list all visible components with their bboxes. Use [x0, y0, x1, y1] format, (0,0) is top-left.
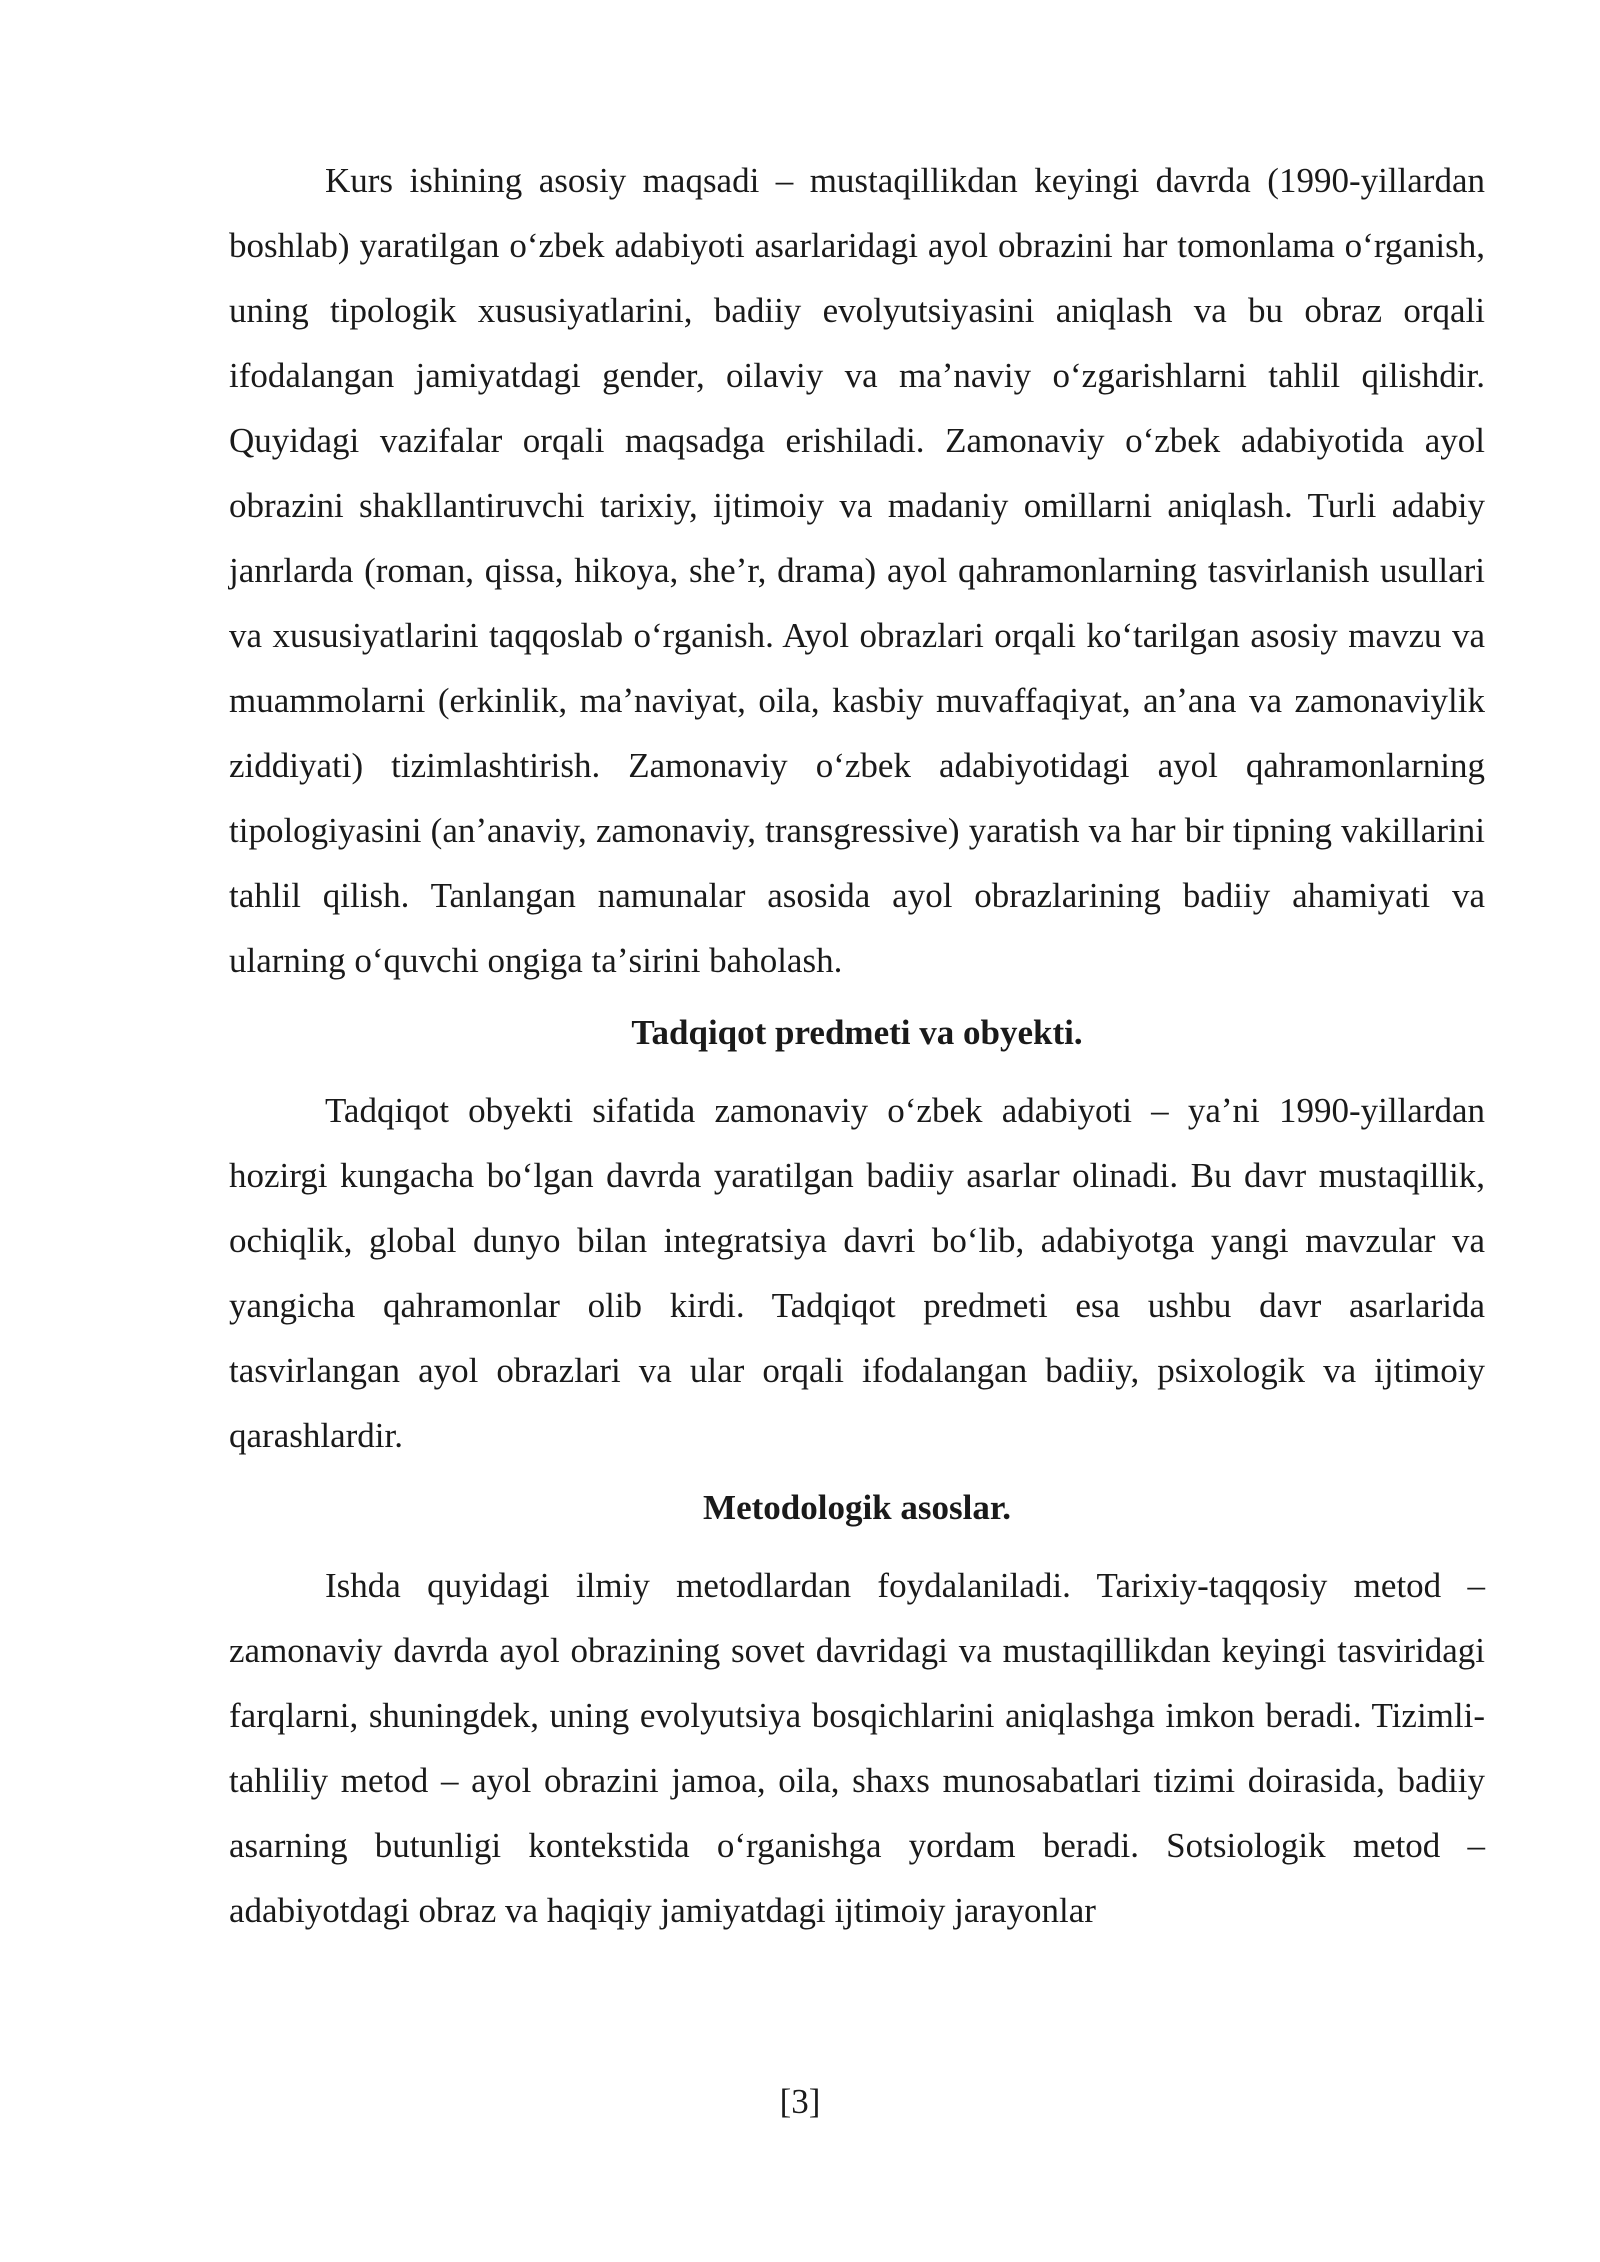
page-number: [3] [779, 2082, 821, 2121]
heading-methodology: Metodologik asoslar. [703, 1488, 1011, 1527]
paragraph-methods: Ishda quyidagi ilmiy metodlardan foydalaniladi. Tarixiy-taqqosiy metod – zamonaviy davrda ayol obrazining sovet davridagi va mustaqillikdan keyingi tasviridagi farqlarni, shuningdek, uning evolyutsiya bosqichlarini aniqlashga imkon beradi. Tizimli-tahliliy metod – ayol obrazini jamoa, oila, shaxs munosabatlari tizimi doirasida, badiiy asarning butunligi kontekstida oʻrganishga yordam beradi. Sotsiologik metod – adabiyotdagi obraz va haqiqiy jamiyatdagi ijtimoiy jarayonlar [229, 1566, 1485, 1930]
page-content [229, 148, 1485, 1943]
paragraph-course-goal: Kurs ishining asosiy maqsadi – mustaqillikdan keyingi davrda (1990-yillardan boshlab) yaratilgan oʻzbek adabiyoti asarlaridagi ayol obrazini har tomonlama oʻrganish, uning tipologik xususiyatlarini, badiiy evolyutsiyasini aniqlash va bu obraz orqali ifodalangan jamiyatdagi gender, oilaviy va maʼnaviy oʻzgarishlarni tahlil qilishdir. Quyidagi vazifalar orqali maqsadga erishiladi. Zamonaviy oʻzbek adabiyotida ayol obrazini shakllantiruvchi tarixiy, ijtimoiy va madaniy omillarni aniqlash. Turli adabiy janrlarda (roman, qissa, hikoya, sheʼr, drama) ayol qahramonlarning tasvirlanish usullari va xususiyatlarini taqqoslab oʻrganish. Ayol obrazlari orqali koʻtarilgan asosiy mavzu va muammolarni (erkinlik, maʼnaviyat, oila, kasbiy muvaffaqiyat, anʼana va zamonaviylik ziddiyati) tizimlashtirish. Zamonaviy oʻzbek adabiyotidagi ayol qahramonlarning tipologiyasini (anʼanaviy, zamonaviy, transgressive) yaratish va har bir tipning vakillarini tahlil qilish. Tanlangan namunalar asosida ayol obrazlarining badiiy ahamiyati va ularning oʻquvchi ongiga taʼsirini baholash. [229, 161, 1485, 980]
heading-research-subject-object: Tadqiqot predmeti va obyekti. [631, 1013, 1083, 1052]
paragraph-research-object: Tadqiqot obyekti sifatida zamonaviy oʻzbek adabiyoti – yaʼni 1990-yillardan hozirgi kungacha boʻlgan davrda yaratilgan badiiy asarlar olinadi. Bu davr mustaqillik, ochiqlik, global dunyo bilan integratsiya davri boʻlib, adabiyotga yangi mavzular va yangicha qahramonlar olib kirdi. Tadqiqot predmeti esa ushbu davr asarlarida tasvirlangan ayol obrazlari va ular orqali ifodalangan badiiy, psixologik va ijtimoiy qarashlardir. [229, 1091, 1485, 1455]
